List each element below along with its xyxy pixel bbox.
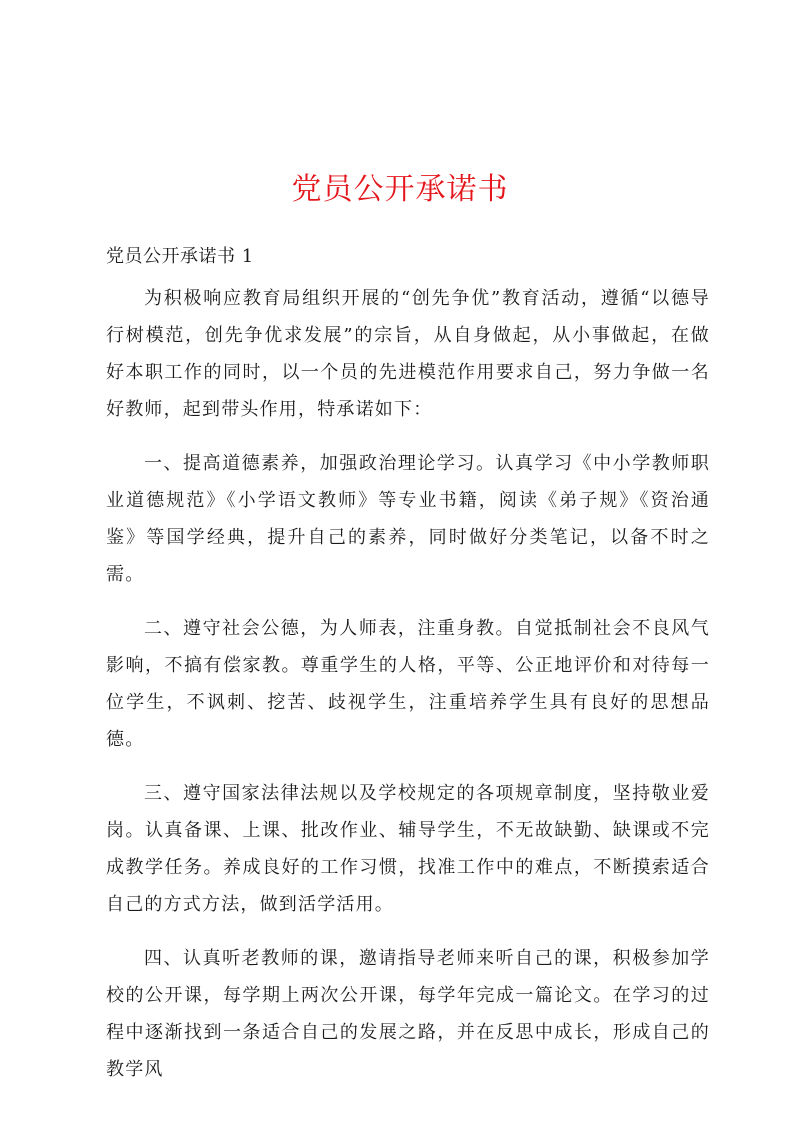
document-title: 党员公开承诺书 [291, 172, 509, 207]
paragraph-1: 一、提高道德素养，加强政治理论学习。认真学习《中小学教师职业道德规范》《小学语文教师》等专业书籍，阅读《弟子规》《资治通鉴》等国学经典，提升自己的素养，同时做好分类笔记，以备不时之需。 [106, 453, 710, 585]
paragraph-4: 四、认真听老教师的课，邀请指导老师来听自己的课，积极参加学校的公开课，每学期上两次公开课，每学年完成一篇论文。在学习的过程中逐渐找到一条适合自己的发展之路，并在反思中成长，形成自己的教学风 [106, 948, 710, 1080]
paragraph-3: 三、遵守国家法律法规以及学校规定的各项规章制度，坚持敬业爱岗。认真备课、上课、批改作业、辅导学生，不无故缺勤、缺课或不完成教学任务。养成良好的工作习惯，找准工作中的难点，不断摸索适合自己的方式方法，做到活学活用。 [106, 783, 710, 915]
paragraph-intro: 为积极响应教育局组织开展的“创先争优”教育活动，遵循“以德导行树模范，创先争优求发展”的宗旨，从自身做起，从小事做起，在做好本职工作的同时，以一个员的先进模范作用要求自己，努力争做一名好教师，起到带头作用，特承诺如下： [106, 288, 710, 420]
paragraph-2: 二、遵守社会公德，为人师表，注重身教。自觉抵制社会不良风气影响，不搞有偿家教。尊重学生的人格，平等、公正地评价和对待每一位学生，不讽刺、挖苦、歧视学生，注重培养学生具有良好的思想品德。 [106, 618, 710, 750]
document-subtitle: 党员公开承诺书 1 [106, 246, 254, 267]
document-body [106, 280, 710, 1105]
